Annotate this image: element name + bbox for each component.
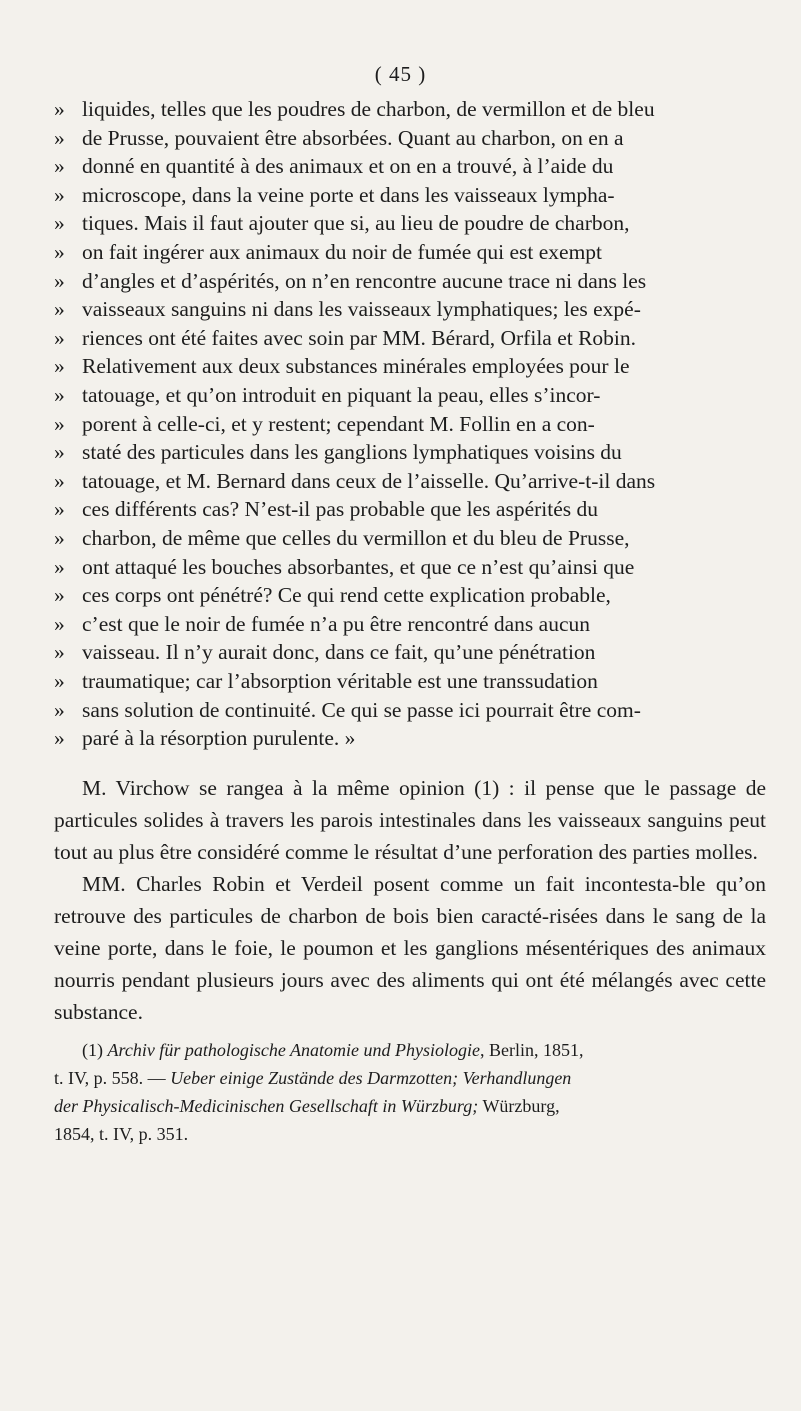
footnote-text-4: 1854, t. IV, p. 351. [54,1124,189,1144]
quote-line [54,724,766,752]
quote-line [54,438,766,466]
quote-line [54,238,766,266]
footnote-title-1: Archiv für pathologische Anatomie und Physiologie [107,1040,480,1060]
body-text [54,772,766,1028]
quote-line-text: on fait ingérer aux animaux du noir de fumée qui est exempt [82,240,603,264]
footnote [54,1036,766,1148]
quote-line-text: riences ont été faites avec soin par MM. Bérard, Orfila et Robin. [82,325,637,350]
quote-line-text: tatouage, et qu’on introduit en piquant la peau, elles s’incor- [82,383,601,407]
quote-mark: » [54,325,65,350]
quote-line-text: liquides, telles que les poudres de charbon, de vermillon et de bleu [82,97,655,121]
footnote-text-3: Würzburg, [482,1096,560,1116]
quote-line [54,95,766,123]
quote-line-text: d’angles et d’aspérités, on n’en rencontre aucune trace ni dans les [82,268,647,293]
quote-mark: » [54,611,65,636]
quote-line-text: tiques. Mais il faut ajouter que si, au lieu de poudre de charbon, [82,211,630,236]
quote-line [54,581,766,609]
quote-line [54,553,766,581]
quote-mark: » [54,669,65,693]
quote-line-text: paré à la résorption purulente. » [82,726,356,751]
quote-line [54,324,766,352]
quote-line [54,638,766,666]
quote-line-text: Relativement aux deux substances minérales employées pour le [82,354,630,379]
quote-mark: » [54,497,65,522]
quote-line [54,610,766,638]
quote-line [54,181,766,209]
quote-line-text: sans solution de continuité. Ce qui se passe ici pourrait être com- [82,697,641,722]
quote-line [54,381,766,409]
quote-line-text: vaisseaux sanguins ni dans les vaisseaux lymphatiques; les expé- [82,297,641,322]
quote-line [54,495,766,523]
quote-line [54,667,766,695]
quote-line [54,152,766,180]
footnote-title-3: der Physicalisch-Medicinischen Gesellschaft in Würzburg; [54,1096,479,1116]
quote-mark: » [54,268,65,293]
quote-line-text: traumatique; car l’absorption véritable est une transsudation [82,669,598,693]
quote-mark: » [54,240,65,264]
quote-line-text: porent à celle-ci, et y restent; cependant M. Follin en a con- [82,411,595,436]
quote-line [54,267,766,295]
quote-mark: » [54,125,65,150]
quote-line-text: microscope, dans la veine porte et dans les vaisseaux lympha- [82,182,615,207]
quote-mark: » [54,154,65,179]
quote-line [54,209,766,237]
quote-mark: » [54,211,65,236]
quote-line [54,696,766,724]
paragraph-robin-verdeil: MM. Charles Robin et Verdeil posent comme un fait incontesta-ble qu’on retrouve des particules de charbon de bois bien caracté-risées dans le sang de la veine porte, dans le foie, le poumon et les ganglions mésentériques des animaux nourris pendant plusieurs jours avec des aliments qui ont été mélangés avec cette substance. [54,872,766,1024]
footnote-text-2: t. IV, p. 558. — [54,1068,166,1088]
quote-line-text: ces différents cas? N’est-il pas probable que les aspérités du [82,497,599,522]
quote-line [54,524,766,552]
quote-mark: » [54,354,65,379]
paragraph-virchow: M. Virchow se rangea à la même opinion (1) : il pense que le passage de particules solides à travers les parois intestinales dans les vaisseaux sanguins peut tout au plus être considéré comme le résultat d’une perforation des parties molles. [54,776,766,864]
quote-mark: » [54,411,65,436]
quote-line-text: tatouage, et M. Bernard dans ceux de l’aisselle. Qu’arrive-t-il dans [82,468,656,493]
quote-line-text: ont attaqué les bouches absorbantes, et que ce n’est qu’ainsi que [82,554,635,579]
quote-mark: » [54,182,65,207]
footnote-text-1: , Berlin, 1851, [479,1040,584,1060]
quote-mark: » [54,468,65,493]
quote-line [54,467,766,495]
quote-line-text: c’est que le noir de fumée n’a pu être rencontré dans aucun [82,611,591,636]
footnote-marker: (1) [82,1040,103,1060]
footnote-title-2: Ueber einige Zustände des Darmzotten; Verhandlungen [170,1068,572,1088]
quote-mark: » [54,526,65,550]
quote-line-text: donné en quantité à des animaux et on en a trouvé, à l’aide du [82,154,614,179]
quote-mark: » [54,726,65,751]
quote-line-text: de Prusse, pouvaient être absorbées. Quant au charbon, on en a [82,125,624,150]
quote-line-text: staté des particules dans les ganglions lymphatiques voisins du [82,440,622,465]
quote-mark: » [54,297,65,322]
quote-mark: » [54,697,65,722]
quote-line [54,410,766,438]
page-number: ( 45 ) [374,62,427,86]
quote-mark: » [54,383,65,407]
quote-mark: » [54,97,65,121]
quote-mark: » [54,554,65,579]
quote-line [54,295,766,323]
quote-mark: » [54,640,65,665]
quote-line-text: ces corps ont pénétré? Ce qui rend cette explication probable, [82,583,611,608]
quote-line [54,124,766,152]
quote-mark: » [54,583,65,608]
quote-line-text: vaisseau. Il n’y aurait donc, dans ce fait, qu’une pénétration [82,640,596,665]
quote-mark: » [54,440,65,465]
quote-line [54,352,766,380]
quote-line-text: charbon, de même que celles du vermillon et du bleu de Prusse, [82,526,630,550]
